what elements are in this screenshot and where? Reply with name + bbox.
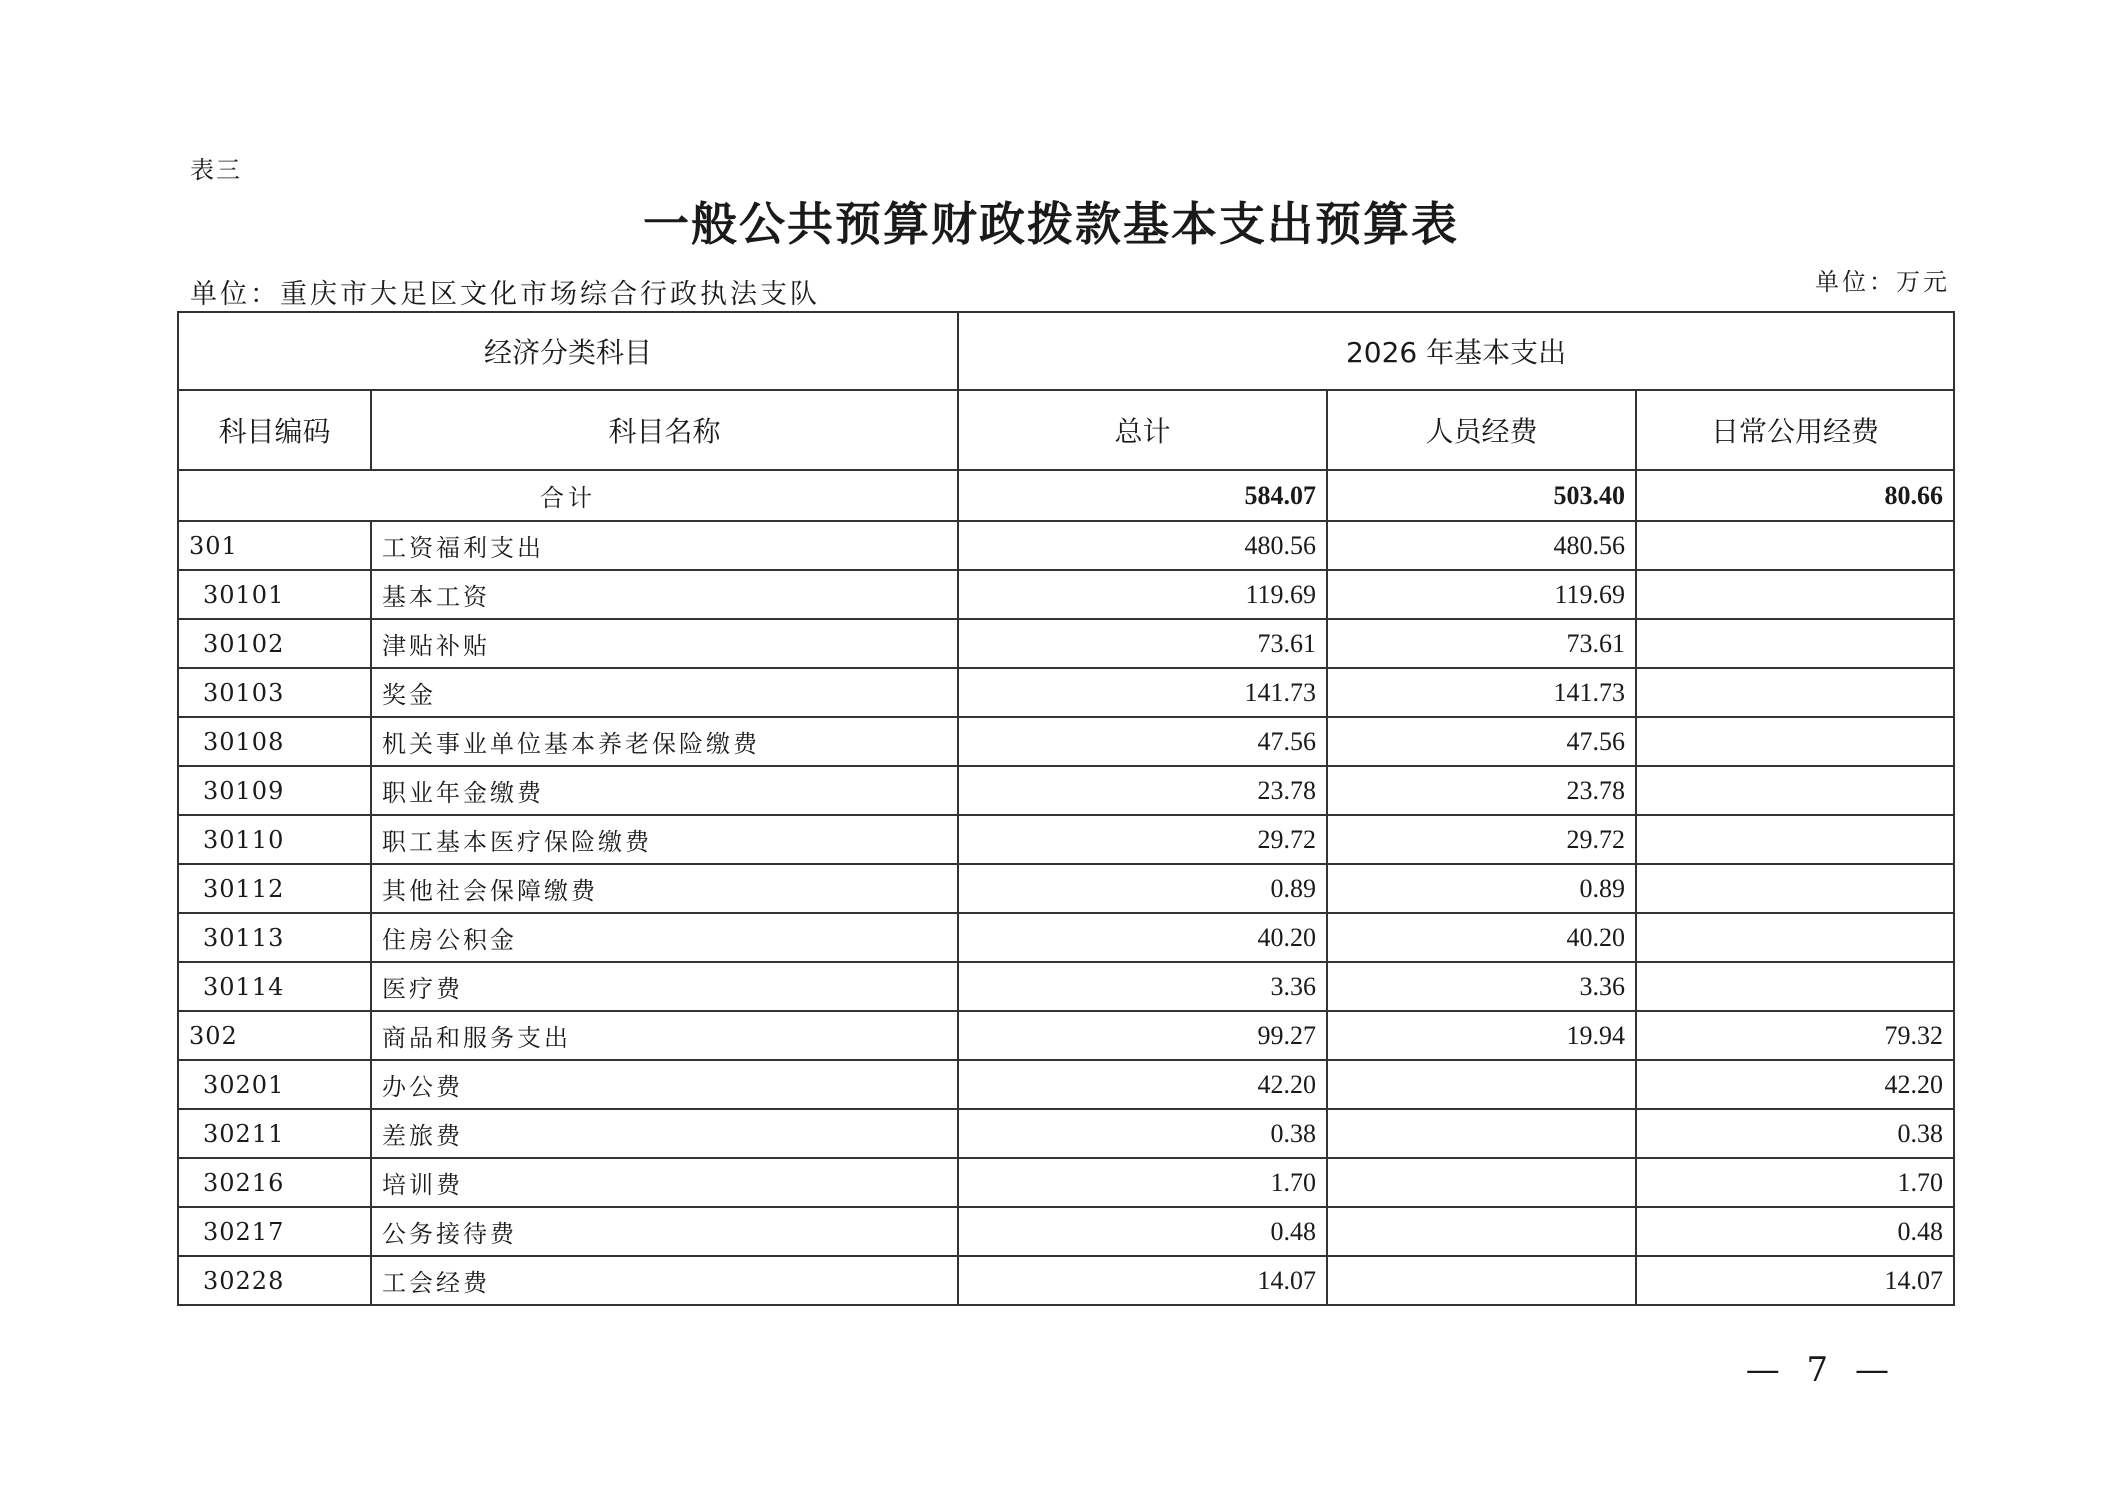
page-number: — 7 — bbox=[1745, 1350, 1897, 1390]
row-personnel: 23.78 bbox=[1327, 766, 1636, 815]
row-name: 其他社会保障缴费 bbox=[371, 864, 958, 913]
row-name: 培训费 bbox=[371, 1158, 958, 1207]
row-name: 住房公积金 bbox=[371, 913, 958, 962]
row-personnel bbox=[1327, 1158, 1636, 1207]
table-row bbox=[178, 1256, 1954, 1305]
row-personnel bbox=[1327, 1109, 1636, 1158]
row-code: 301 bbox=[178, 521, 371, 570]
row-total: 480.56 bbox=[958, 521, 1327, 570]
row-personnel: 73.61 bbox=[1327, 619, 1636, 668]
row-daily: 14.07 bbox=[1636, 1256, 1954, 1305]
row-daily bbox=[1636, 962, 1954, 1011]
table-row bbox=[178, 913, 1954, 962]
row-personnel: 480.56 bbox=[1327, 521, 1636, 570]
header-daily: 日常公用经费 bbox=[1636, 390, 1954, 470]
row-code: 30201 bbox=[178, 1060, 371, 1109]
table-row bbox=[178, 521, 1954, 570]
total-total: 584.07 bbox=[958, 470, 1327, 521]
table-row bbox=[178, 1158, 1954, 1207]
header-row-columns bbox=[178, 390, 1954, 470]
header-econ-class: 经济分类科目 bbox=[178, 312, 958, 390]
row-daily: 0.38 bbox=[1636, 1109, 1954, 1158]
row-name: 职工基本医疗保险缴费 bbox=[371, 815, 958, 864]
row-personnel: 119.69 bbox=[1327, 570, 1636, 619]
row-daily bbox=[1636, 521, 1954, 570]
header-year-basic: 2026 年基本支出 bbox=[958, 312, 1954, 390]
row-total: 42.20 bbox=[958, 1060, 1327, 1109]
row-code: 30228 bbox=[178, 1256, 371, 1305]
table-row bbox=[178, 962, 1954, 1011]
row-name: 医疗费 bbox=[371, 962, 958, 1011]
row-code: 30217 bbox=[178, 1207, 371, 1256]
row-total: 14.07 bbox=[958, 1256, 1327, 1305]
row-total: 99.27 bbox=[958, 1011, 1327, 1060]
row-total: 0.48 bbox=[958, 1207, 1327, 1256]
row-name: 公务接待费 bbox=[371, 1207, 958, 1256]
row-personnel bbox=[1327, 1060, 1636, 1109]
table-row bbox=[178, 570, 1954, 619]
row-daily bbox=[1636, 570, 1954, 619]
row-total: 40.20 bbox=[958, 913, 1327, 962]
row-personnel: 47.56 bbox=[1327, 717, 1636, 766]
table-row bbox=[178, 1109, 1954, 1158]
row-personnel: 40.20 bbox=[1327, 913, 1636, 962]
table-row bbox=[178, 1060, 1954, 1109]
row-total: 73.61 bbox=[958, 619, 1327, 668]
table-row bbox=[178, 668, 1954, 717]
row-name: 工资福利支出 bbox=[371, 521, 958, 570]
unit-label: 单位：万元 bbox=[1815, 268, 1950, 296]
row-total: 141.73 bbox=[958, 668, 1327, 717]
row-personnel bbox=[1327, 1256, 1636, 1305]
table-row bbox=[178, 864, 1954, 913]
row-daily bbox=[1636, 766, 1954, 815]
row-daily bbox=[1636, 619, 1954, 668]
total-personnel: 503.40 bbox=[1327, 470, 1636, 521]
organization-label: 单位：重庆市大足区文化市场综合行政执法支队 bbox=[190, 279, 820, 310]
row-total: 1.70 bbox=[958, 1158, 1327, 1207]
row-code: 30102 bbox=[178, 619, 371, 668]
row-code: 30216 bbox=[178, 1158, 371, 1207]
header-row-top bbox=[178, 312, 1954, 390]
row-total: 119.69 bbox=[958, 570, 1327, 619]
table-row bbox=[178, 717, 1954, 766]
header-personnel: 人员经费 bbox=[1327, 390, 1636, 470]
row-daily: 0.48 bbox=[1636, 1207, 1954, 1256]
row-total: 0.38 bbox=[958, 1109, 1327, 1158]
row-code: 30110 bbox=[178, 815, 371, 864]
row-code: 30112 bbox=[178, 864, 371, 913]
row-personnel bbox=[1327, 1207, 1636, 1256]
row-name: 津贴补贴 bbox=[371, 619, 958, 668]
row-name: 工会经费 bbox=[371, 1256, 958, 1305]
row-daily bbox=[1636, 717, 1954, 766]
table-row bbox=[178, 815, 1954, 864]
row-name: 办公费 bbox=[371, 1060, 958, 1109]
row-daily: 1.70 bbox=[1636, 1158, 1954, 1207]
row-total: 29.72 bbox=[958, 815, 1327, 864]
table-row bbox=[178, 619, 1954, 668]
row-total: 0.89 bbox=[958, 864, 1327, 913]
row-daily: 42.20 bbox=[1636, 1060, 1954, 1109]
row-name: 差旅费 bbox=[371, 1109, 958, 1158]
row-total: 47.56 bbox=[958, 717, 1327, 766]
row-daily bbox=[1636, 668, 1954, 717]
total-daily: 80.66 bbox=[1636, 470, 1954, 521]
header-total: 总计 bbox=[958, 390, 1327, 470]
row-code: 30211 bbox=[178, 1109, 371, 1158]
row-daily: 79.32 bbox=[1636, 1011, 1954, 1060]
row-personnel: 29.72 bbox=[1327, 815, 1636, 864]
row-code: 302 bbox=[178, 1011, 371, 1060]
total-label: 合计 bbox=[178, 470, 958, 521]
row-code: 30113 bbox=[178, 913, 371, 962]
row-name: 商品和服务支出 bbox=[371, 1011, 958, 1060]
row-daily bbox=[1636, 913, 1954, 962]
row-code: 30101 bbox=[178, 570, 371, 619]
row-code: 30114 bbox=[178, 962, 371, 1011]
row-code: 30103 bbox=[178, 668, 371, 717]
row-daily bbox=[1636, 864, 1954, 913]
table-row bbox=[178, 1011, 1954, 1060]
row-daily bbox=[1636, 815, 1954, 864]
table-label: 表三 bbox=[190, 156, 242, 184]
header-code: 科目编码 bbox=[178, 390, 371, 470]
table-row bbox=[178, 766, 1954, 815]
header-name: 科目名称 bbox=[371, 390, 958, 470]
budget-table bbox=[177, 311, 1955, 1306]
row-personnel: 0.89 bbox=[1327, 864, 1636, 913]
row-name: 奖金 bbox=[371, 668, 958, 717]
table-row bbox=[178, 1207, 1954, 1256]
total-row bbox=[178, 470, 1954, 521]
page-title: 一般公共预算财政拨款基本支出预算表 bbox=[643, 197, 1459, 251]
row-name: 基本工资 bbox=[371, 570, 958, 619]
row-code: 30109 bbox=[178, 766, 371, 815]
row-name: 机关事业单位基本养老保险缴费 bbox=[371, 717, 958, 766]
row-personnel: 19.94 bbox=[1327, 1011, 1636, 1060]
row-personnel: 141.73 bbox=[1327, 668, 1636, 717]
row-total: 23.78 bbox=[958, 766, 1327, 815]
row-code: 30108 bbox=[178, 717, 371, 766]
row-total: 3.36 bbox=[958, 962, 1327, 1011]
row-personnel: 3.36 bbox=[1327, 962, 1636, 1011]
row-name: 职业年金缴费 bbox=[371, 766, 958, 815]
